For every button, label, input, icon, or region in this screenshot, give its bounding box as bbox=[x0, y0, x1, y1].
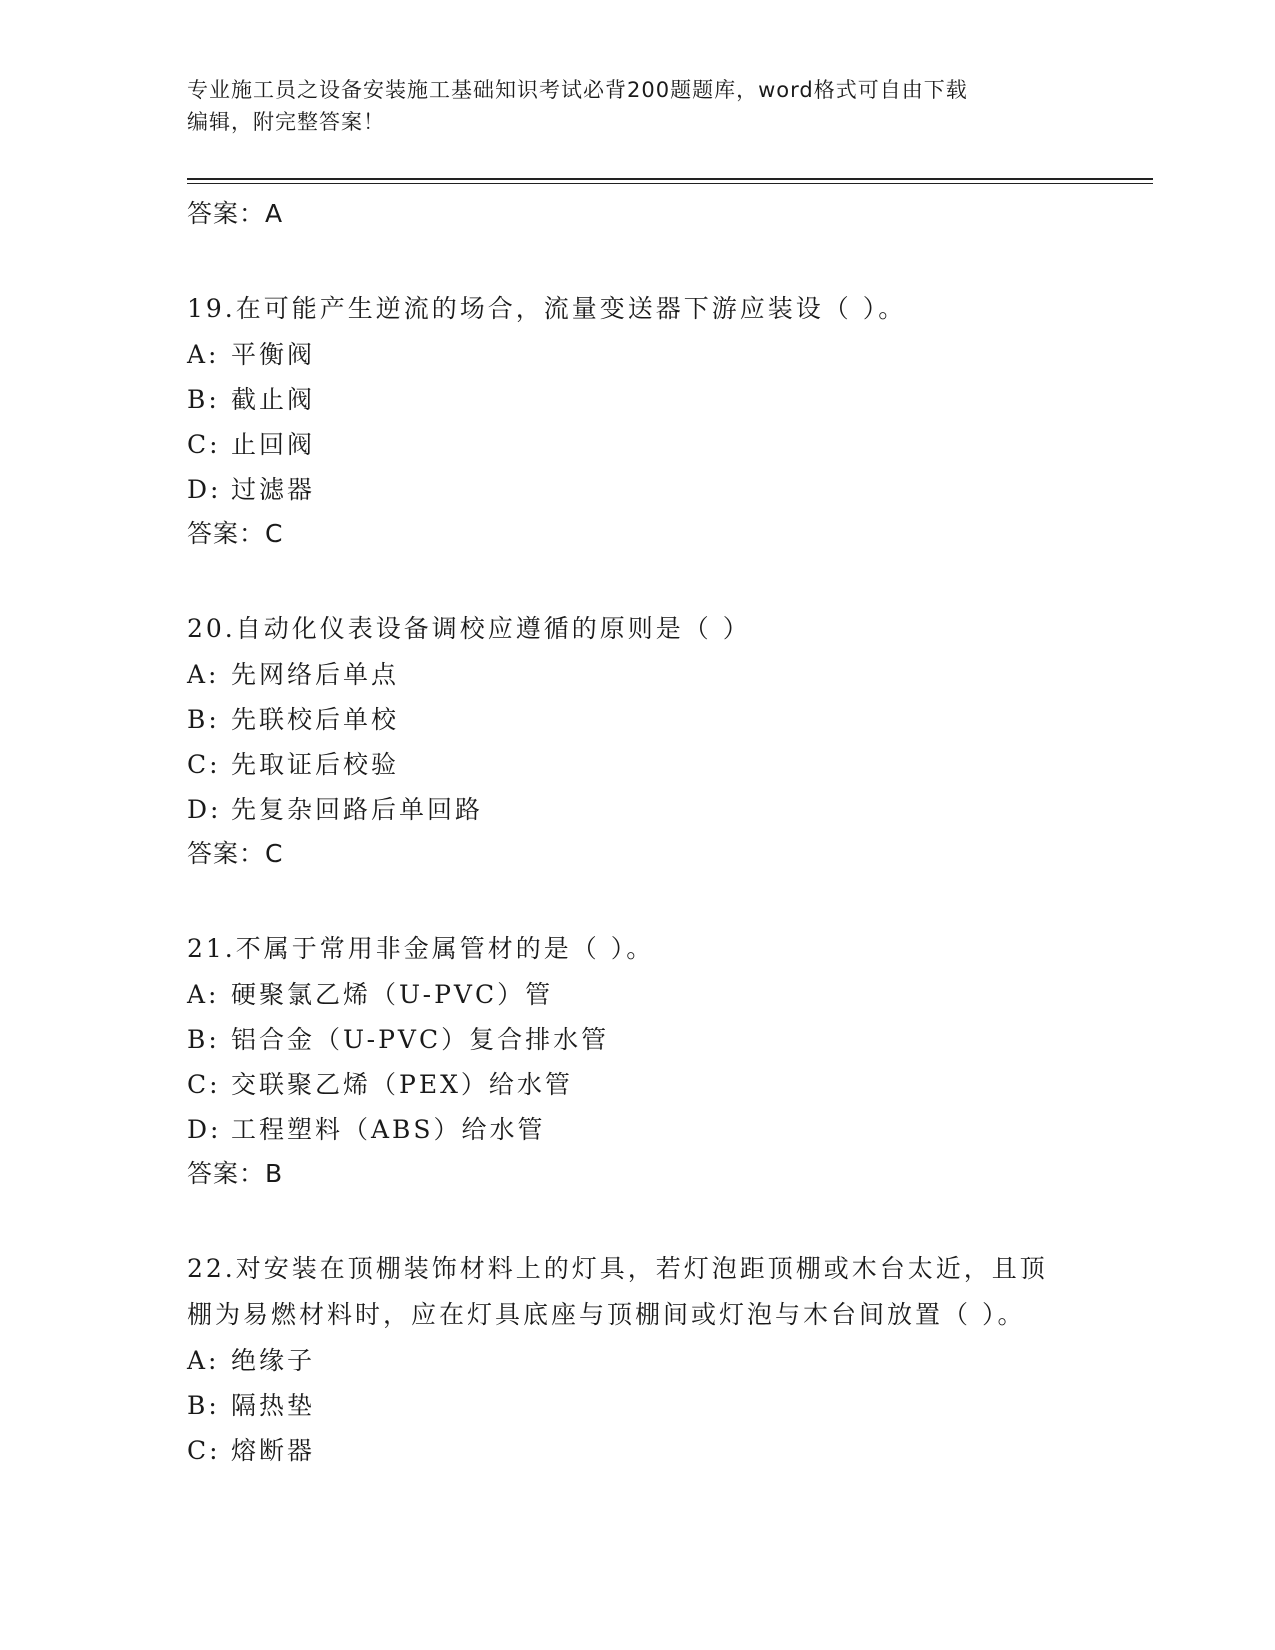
option-text: 熔断器 bbox=[231, 1436, 316, 1465]
option-key: D: bbox=[187, 475, 222, 504]
option-key: D: bbox=[187, 1115, 222, 1144]
question-block bbox=[187, 606, 1087, 876]
option-b bbox=[187, 377, 1087, 422]
option-a bbox=[187, 972, 1087, 1017]
option-key: A: bbox=[187, 660, 220, 689]
question-list bbox=[187, 192, 1087, 1473]
option-d bbox=[187, 467, 1087, 512]
option-text: 工程塑料（ABS）给水管 bbox=[231, 1115, 546, 1144]
answer-line: 答案：C bbox=[187, 519, 284, 548]
option-text: 先网络后单点 bbox=[231, 660, 400, 689]
option-c bbox=[187, 422, 1087, 467]
option-d bbox=[187, 1107, 1087, 1152]
option-key: B: bbox=[187, 1391, 220, 1420]
spacer bbox=[187, 876, 1087, 926]
answer-line: 答案：B bbox=[187, 1159, 284, 1188]
option-text: 先取证后校验 bbox=[231, 750, 400, 779]
option-c bbox=[187, 1428, 1087, 1473]
option-b bbox=[187, 1017, 1087, 1062]
document-header bbox=[187, 74, 1067, 138]
option-text: 交联聚乙烯（PEX）给水管 bbox=[231, 1070, 573, 1099]
header-divider-thin bbox=[187, 183, 1153, 184]
option-key: B: bbox=[187, 1025, 220, 1054]
option-a bbox=[187, 1338, 1087, 1383]
spacer bbox=[187, 1196, 1087, 1246]
header-title-line-2: 编辑，附完整答案！ bbox=[187, 110, 385, 134]
option-key: C: bbox=[187, 430, 221, 459]
header-divider-thick bbox=[187, 178, 1153, 180]
option-d bbox=[187, 787, 1087, 832]
option-key: A: bbox=[187, 1346, 220, 1375]
option-key: B: bbox=[187, 385, 220, 414]
option-text: 截止阀 bbox=[231, 385, 316, 414]
option-text: 平衡阀 bbox=[231, 340, 316, 369]
question-block bbox=[187, 1246, 1087, 1473]
option-text: 隔热垫 bbox=[231, 1391, 316, 1420]
option-text: 止回阀 bbox=[231, 430, 316, 459]
spacer bbox=[187, 236, 1087, 286]
header-title-line-1: 专业施工员之设备安装施工基础知识考试必背200题题库，word格式可自由下载 bbox=[187, 78, 968, 102]
question-text: 21.不属于常用非金属管材的是（ ）。 bbox=[187, 934, 655, 963]
option-text: 绝缘子 bbox=[231, 1346, 316, 1375]
question-text-line-2: 棚为易燃材料时，应在灯具底座与顶棚间或灯泡与木台间放置（ ）。 bbox=[187, 1300, 1026, 1329]
option-key: C: bbox=[187, 750, 221, 779]
option-c bbox=[187, 742, 1087, 787]
option-text: 硬聚氯乙烯（U-PVC）管 bbox=[231, 980, 554, 1009]
option-b bbox=[187, 697, 1087, 742]
question-text: 19.在可能产生逆流的场合，流量变送器下游应装设（ ）。 bbox=[187, 294, 907, 323]
option-b bbox=[187, 1383, 1087, 1428]
answer-line: 答案：A bbox=[187, 199, 284, 228]
option-c bbox=[187, 1062, 1087, 1107]
spacer bbox=[187, 556, 1087, 606]
option-text: 过滤器 bbox=[231, 475, 316, 504]
answer-line: 答案：C bbox=[187, 839, 284, 868]
option-a bbox=[187, 332, 1087, 377]
option-key: C: bbox=[187, 1070, 221, 1099]
question-block bbox=[187, 286, 1087, 556]
option-text: 铝合金（U-PVC）复合排水管 bbox=[231, 1025, 610, 1054]
option-a bbox=[187, 652, 1087, 697]
option-key: A: bbox=[187, 980, 220, 1009]
option-key: D: bbox=[187, 795, 222, 824]
question-block bbox=[187, 926, 1087, 1196]
option-text: 先复杂回路后单回路 bbox=[231, 795, 484, 824]
option-key: C: bbox=[187, 1436, 221, 1465]
question-text: 20.自动化仪表设备调校应遵循的原则是（ ） bbox=[187, 614, 751, 643]
option-key: B: bbox=[187, 705, 220, 734]
option-key: A: bbox=[187, 340, 220, 369]
question-text-line-1: 22.对安装在顶棚装饰材料上的灯具，若灯泡距顶棚或木台太近，且顶 bbox=[187, 1254, 1048, 1283]
option-text: 先联校后单校 bbox=[231, 705, 400, 734]
